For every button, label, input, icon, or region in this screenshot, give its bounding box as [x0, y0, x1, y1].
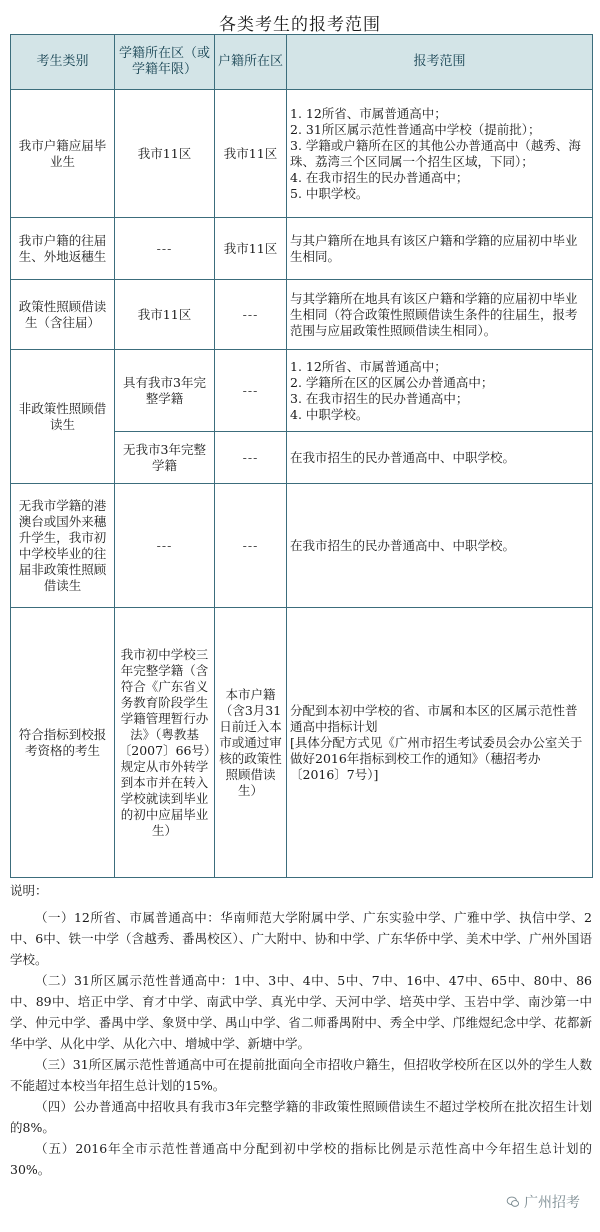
scope-line: 5. 中职学校。: [290, 185, 369, 201]
scope-line: 分配到本初中学校的省、市属和本区的区属示范性普通高中指标计划: [290, 702, 578, 734]
row-hukou: ---: [215, 432, 287, 484]
row-scope: 在我市招生的民办普通高中、中职学校。: [287, 432, 593, 484]
row-hukou: ---: [215, 350, 287, 432]
row-hukou: 我市11区: [215, 218, 287, 280]
table-row: [11, 90, 593, 218]
row-hukou: ---: [215, 484, 287, 608]
wechat-icon: [506, 1195, 520, 1209]
row-scope: 在我市招生的民办普通高中、中职学校。: [287, 484, 593, 608]
row-category: 政策性照顾借读生（含往届）: [11, 280, 115, 350]
scope-line: 1. 12所省、市属普通高中；: [290, 105, 447, 121]
row-scope: [287, 350, 593, 432]
row-school: ---: [115, 484, 215, 608]
page-title: 各类考生的报考范围: [219, 15, 381, 35]
admission-scope-table: [10, 34, 593, 878]
row-school: 具有我市3年完整学籍: [115, 350, 215, 432]
row-hukou: ---: [215, 280, 287, 350]
note-item: （一）12所省、市属普通高中：华南师范大学附属中学、广东实验中学、广雅中学、执信中学、2中、6中、铁一中学（含越秀、番禺校区）、广大附中、协和中学、广东华侨中学、美术中学、广州外国语学校。: [10, 910, 592, 967]
row-school: 无我市3年完整学籍: [115, 432, 215, 484]
table-row: [11, 350, 593, 432]
row-school: 我市初中学校三年完整学籍（含符合《广东省义务教育阶段学生学籍管理暂行办法》（粤教基〔2007〕66号）规定从市外转学到本市并在转入学校就读到毕业的初中应届毕业生）: [115, 608, 215, 878]
row-hukou: 我市11区: [215, 90, 287, 218]
row-school: 我市11区: [115, 90, 215, 218]
scope-line: 4. 在我市招生的民办普通高中；: [290, 169, 469, 185]
row-school: ---: [115, 218, 215, 280]
note-item: （三）31所区属示范性普通高中可在提前批面向全市招收户籍生，但招收学校所在区以外的学生人数不能超过本校当年招生总计划的15%。: [10, 1057, 592, 1093]
table-row: [11, 218, 593, 280]
note-item: （四）公办普通高中招收具有我市3年完整学籍的非政策性照顾借读生不超过学校所在批次招生计划的8%。: [10, 1099, 592, 1135]
scope-line: 2. 31所区属示范性普通高中学校（提前批）；: [290, 121, 541, 137]
row-category: 符合指标到校报考资格的考生: [11, 608, 115, 878]
note-item: （五）2016年全市示范性普通高中分配到初中学校的指标比例是示范性高中今年招生总计划的30%。: [10, 1141, 592, 1177]
table-row: [11, 484, 593, 608]
header-category: 考生类别: [11, 35, 115, 90]
notes-section: [10, 880, 592, 1180]
scope-line: 1. 12所省、市属普通高中；: [290, 358, 447, 374]
row-category: 我市户籍应届毕业生: [11, 90, 115, 218]
header-school-district: 学籍所在区（或学籍年限）: [115, 35, 215, 90]
scope-line: 2. 学籍所在区的区属公办普通高中；: [290, 374, 494, 390]
scope-line: 3. 学籍或户籍所在区的其他公办普通高中（越秀、海珠、荔湾三个区同属一个招生区域，下同）；: [290, 137, 581, 169]
row-category: 无我市学籍的港澳台或国外来穗升学生，我市初中学校毕业的往届非政策性照顾借读生: [11, 484, 115, 608]
table-header-row: [11, 35, 593, 90]
row-scope: [287, 90, 593, 218]
table-row: [11, 608, 593, 878]
table-row: [11, 280, 593, 350]
row-hukou: 本市户籍（含3月31日前迁入本市或通过审核的政策性照顾借读生）: [215, 608, 287, 878]
scope-line: 4. 中职学校。: [290, 406, 369, 422]
row-scope: 与其学籍所在地具有该区户籍和学籍的应届初中毕业生相同（符合政策性照顾借读生条件的往届生，报考范围与应届政策性照顾借读生相同）。: [287, 280, 593, 350]
scope-line: 3. 在我市招生的民办普通高中；: [290, 390, 469, 406]
watermark: [506, 1192, 580, 1212]
scope-line: [具体分配方式见《广州市招生考试委员会办公室关于做好2016年指标到校工作的通知》（穗招考办〔2016〕7号）]: [290, 734, 583, 782]
row-category: 非政策性照顾借读生: [11, 350, 115, 484]
row-category: 我市户籍的往届生、外地返穗生: [11, 218, 115, 280]
header-scope: 报考范围: [287, 35, 593, 90]
header-hukou-district: 户籍所在区: [215, 35, 287, 90]
watermark-text: 广州招考: [524, 1195, 580, 1211]
notes-heading: 说明：: [10, 883, 48, 898]
row-school: 我市11区: [115, 280, 215, 350]
note-item: （二）31所区属示范性普通高中：1中、3中、4中、5中、7中、16中、47中、65中、80中、86中、89中、培正中学、育才中学、南武中学、真光中学、天河中学、培英中学、玉岩中学、南沙第一中学、仲元中学、番禺中学、象贤中学、禺山中学、省二师番禺附中、秀全中学、邝维煜纪念中学、花都新华中学、从化中学、从化六中、增城中学、新塘中学。: [10, 973, 592, 1051]
row-scope: 与其户籍所在地具有该区户籍和学籍的应届初中毕业生相同。: [287, 218, 593, 280]
row-scope: [287, 608, 593, 878]
